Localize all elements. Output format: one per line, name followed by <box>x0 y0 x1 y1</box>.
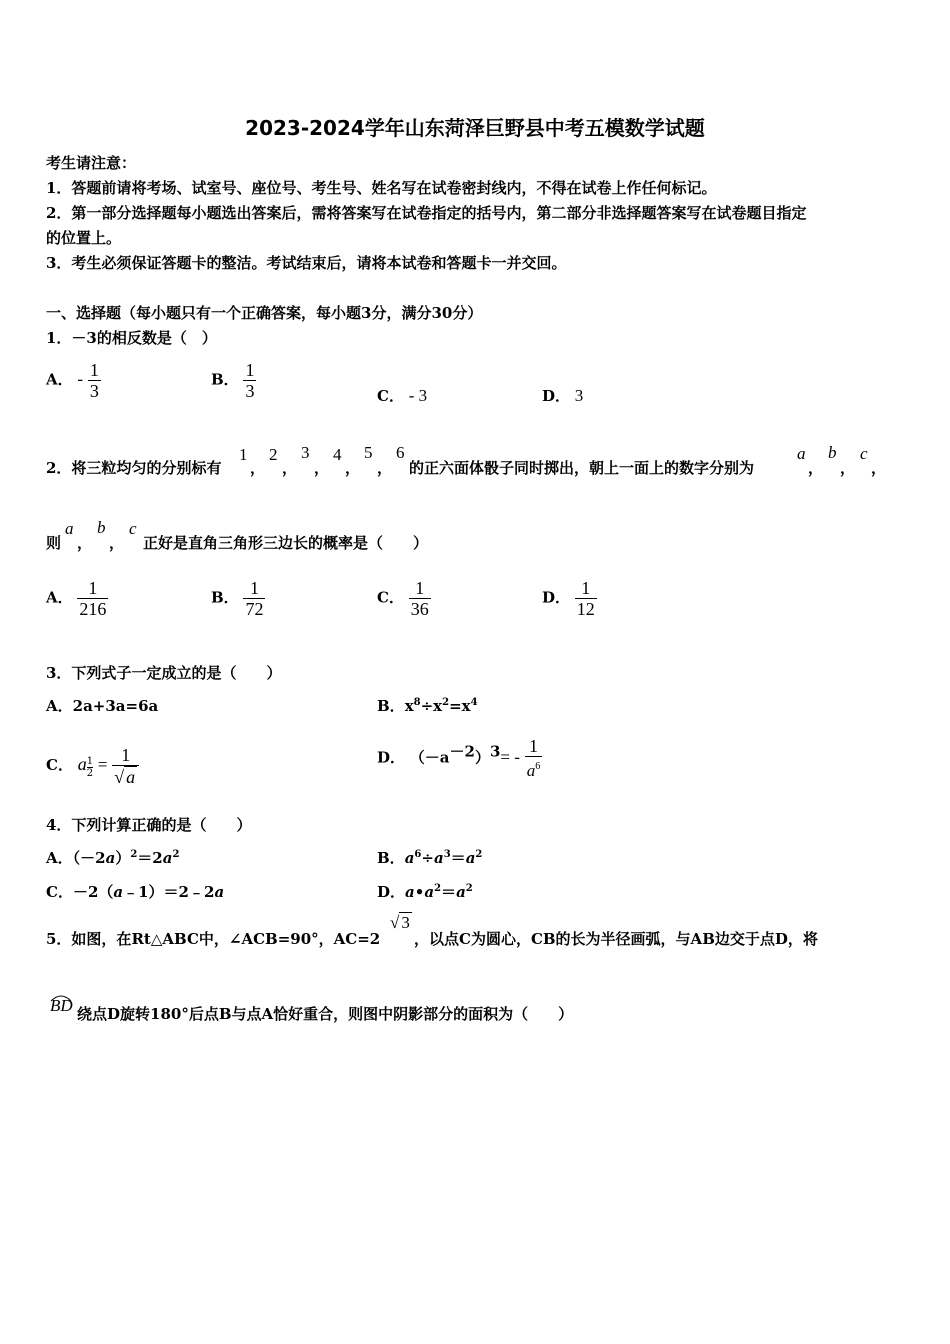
variable: a <box>404 849 415 867</box>
sqrt-icon: √ <box>114 767 125 787</box>
comma: ， <box>314 459 330 477</box>
q5-stem-part-c: 绕点D旋转180°后点B与点A恰好重合，则图中阴影部分的面积为（ ） <box>77 1005 574 1023</box>
option-label: A． <box>46 849 73 867</box>
denominator <box>525 756 543 781</box>
radicand: a <box>126 767 136 787</box>
option-label: C． <box>46 883 73 901</box>
divide: ÷ <box>421 849 434 867</box>
denominator: 2 <box>86 768 94 779</box>
exponent-fraction <box>87 756 93 779</box>
variable-b: b <box>97 518 106 537</box>
q4-option-c <box>46 881 224 902</box>
exponent: 2 <box>172 849 180 860</box>
denominator <box>112 765 139 787</box>
q5-stem-part-a: 5．如图，在Rt△ABC中，∠ACB=90°，AC=2 <box>46 930 381 948</box>
variable: a <box>465 849 476 867</box>
option-label: B． <box>211 370 239 389</box>
fraction <box>88 360 101 401</box>
variable: a <box>105 849 116 867</box>
notice-heading: 考生请注意： <box>46 154 137 172</box>
radicand: 3 <box>401 913 410 932</box>
numerator: 1 <box>245 360 255 380</box>
q1-option-a <box>46 360 101 401</box>
number-3: 3 <box>301 443 310 462</box>
exponent: 2 <box>475 849 483 860</box>
variable: a <box>214 883 225 901</box>
section-heading: 一、选择题（每小题只有一个正确答案，每小题3分，满分30分） <box>46 304 483 322</box>
q1-option-b <box>211 360 256 401</box>
minus-sign: - <box>77 369 84 389</box>
comma: ， <box>871 459 887 477</box>
option-label: D． <box>542 387 571 405</box>
variable-a: a <box>797 444 806 463</box>
q4-option-a <box>46 847 179 868</box>
denominator: 72 <box>245 599 264 619</box>
variable: a <box>433 849 444 867</box>
q4-option-b <box>377 847 482 868</box>
numerator: 1 <box>249 578 259 598</box>
q2-stem-part-b: 的正六面体骰子同时掷出，朝上一面上的数字分别为 <box>409 459 755 477</box>
comma: ， <box>250 459 266 477</box>
paren: ） <box>115 849 131 867</box>
exponent: 3 <box>443 849 451 860</box>
comma: ， <box>345 459 361 477</box>
exponent: 3 <box>489 742 501 761</box>
q2-option-a <box>46 578 108 619</box>
exponent: 2 <box>130 849 138 860</box>
q3-option-d <box>377 736 542 781</box>
arc-label: BD <box>50 996 73 1015</box>
option-label: A． <box>46 697 73 715</box>
numerator: 1 <box>121 745 131 765</box>
option-label: D． <box>377 883 406 901</box>
q3-option-c <box>46 732 139 787</box>
comma: ， <box>377 459 393 477</box>
option-value: - 3 <box>408 386 428 405</box>
equals: ＝ <box>441 883 457 901</box>
denominator: 12 <box>576 599 595 619</box>
q1-option-d <box>542 385 583 406</box>
expression: （－a <box>409 748 450 767</box>
notice-item-2: 2．第一部分选择题每小题选出答案后，需将答案写在试卷指定的括号内，第二部分非选择题答案写在试卷题目指定 <box>46 204 807 222</box>
equals: = - <box>500 747 520 767</box>
variable: a <box>456 883 466 901</box>
fraction <box>525 736 543 781</box>
comma: ， <box>109 534 125 552</box>
base: a <box>77 754 87 774</box>
expression: －2（ <box>72 883 114 901</box>
page-title: 2023-2024学年山东菏泽巨野县中考五模数学试题 <box>245 116 705 140</box>
exponent: 2 <box>442 697 450 708</box>
exponent: 2 <box>465 883 473 894</box>
fraction <box>409 578 431 619</box>
number-5: 5 <box>364 443 373 462</box>
variable: a <box>405 883 415 901</box>
variable: a <box>162 849 173 867</box>
denominator: 3 <box>89 381 99 401</box>
exponent: 6 <box>414 849 422 860</box>
number-6: 6 <box>396 443 405 462</box>
equals: = <box>97 755 108 774</box>
equals: =x <box>449 697 471 715</box>
option-value: 3 <box>574 386 584 405</box>
number-1: 1 <box>239 445 248 464</box>
q2-stem-part-a: 2．将三粒均匀的分别标有 <box>46 459 222 477</box>
variable-c: c <box>129 519 137 538</box>
option-label: D． <box>377 748 406 767</box>
notice-item-2-cont: 的位置上。 <box>46 229 122 247</box>
q3-stem: 3．下列式子一定成立的是（ ） <box>46 664 282 682</box>
numerator: 1 <box>415 578 425 598</box>
option-label: B． <box>377 697 405 715</box>
option-label: B． <box>377 849 405 867</box>
exponent: 4 <box>470 697 478 708</box>
numerator: 1 <box>581 578 591 598</box>
numerator: 1 <box>88 578 98 598</box>
notice-item-1: 1．答题前请将考场、试室号、座位号、考生号、姓名写在试卷密封线内，不得在试卷上作任何标记。 <box>46 179 717 197</box>
variable-c: c <box>860 444 868 463</box>
notice-item-3: 3．考生必须保证答题卡的整洁。考试结束后，请将本试卷和答题卡一并交回。 <box>46 254 567 272</box>
fraction <box>112 745 139 787</box>
base: x <box>404 697 414 715</box>
sqrt-icon: √ <box>390 913 400 932</box>
q1-option-c <box>377 385 427 406</box>
q4-stem: 4．下列计算正确的是（ ） <box>46 816 252 834</box>
q2-stem-part-d: 正好是直角三角形三边长的概率是（ ） <box>143 534 429 552</box>
fraction <box>243 360 256 401</box>
q2-option-b <box>211 578 265 619</box>
base: a <box>526 761 536 780</box>
variable: a <box>424 883 435 901</box>
expression: ﹣1）＝2﹣2 <box>123 883 215 901</box>
fraction <box>575 578 597 619</box>
denominator: 36 <box>410 599 429 619</box>
comma: ， <box>808 459 824 477</box>
q3-option-b <box>377 695 478 716</box>
numerator: 1 <box>86 756 94 767</box>
option-label: C． <box>377 588 404 607</box>
q1-stem: 1．－3的相反数是（ ） <box>46 329 217 347</box>
variable: a <box>113 883 124 901</box>
comma: ， <box>282 459 298 477</box>
sqrt-expression <box>390 912 412 933</box>
number-2: 2 <box>269 445 278 464</box>
comma: ， <box>77 534 93 552</box>
fraction <box>77 578 108 619</box>
variable-a: a <box>65 519 74 538</box>
numerator: 1 <box>528 736 538 756</box>
denominator: 3 <box>245 381 255 401</box>
option-label: C． <box>377 387 404 405</box>
divide: ÷x <box>420 697 443 715</box>
q3-option-a <box>46 695 158 716</box>
q5-stem-part-b: ，以点C为圆心，CB的长为半径画弧，与AB边交于点D，将 <box>414 930 818 948</box>
numerator: 1 <box>89 360 99 380</box>
q2-stem-part-c: 则 <box>46 534 62 552</box>
option-label: C． <box>46 756 73 774</box>
q4-option-d <box>377 881 473 902</box>
exponent: 6 <box>535 761 541 772</box>
expression: （－2 <box>72 849 106 867</box>
q2-option-c <box>377 578 431 619</box>
equals: ＝2 <box>137 849 163 867</box>
option-value: 2a+3a=6a <box>72 697 159 715</box>
paren: ） <box>474 748 490 767</box>
variable-b: b <box>828 443 837 462</box>
multiply: • <box>414 883 425 901</box>
denominator: 216 <box>79 599 107 619</box>
q2-option-d <box>542 578 597 619</box>
option-label: D． <box>542 588 571 607</box>
number-4: 4 <box>333 445 342 464</box>
option-label: A． <box>46 370 73 389</box>
exponent: －2 <box>449 742 475 761</box>
option-label: A． <box>46 588 73 607</box>
option-label: B． <box>211 588 239 607</box>
equals: ＝ <box>450 849 466 867</box>
exponent: 8 <box>413 697 421 708</box>
exponent: 2 <box>434 883 442 894</box>
fraction <box>243 578 265 619</box>
comma: ， <box>840 459 856 477</box>
